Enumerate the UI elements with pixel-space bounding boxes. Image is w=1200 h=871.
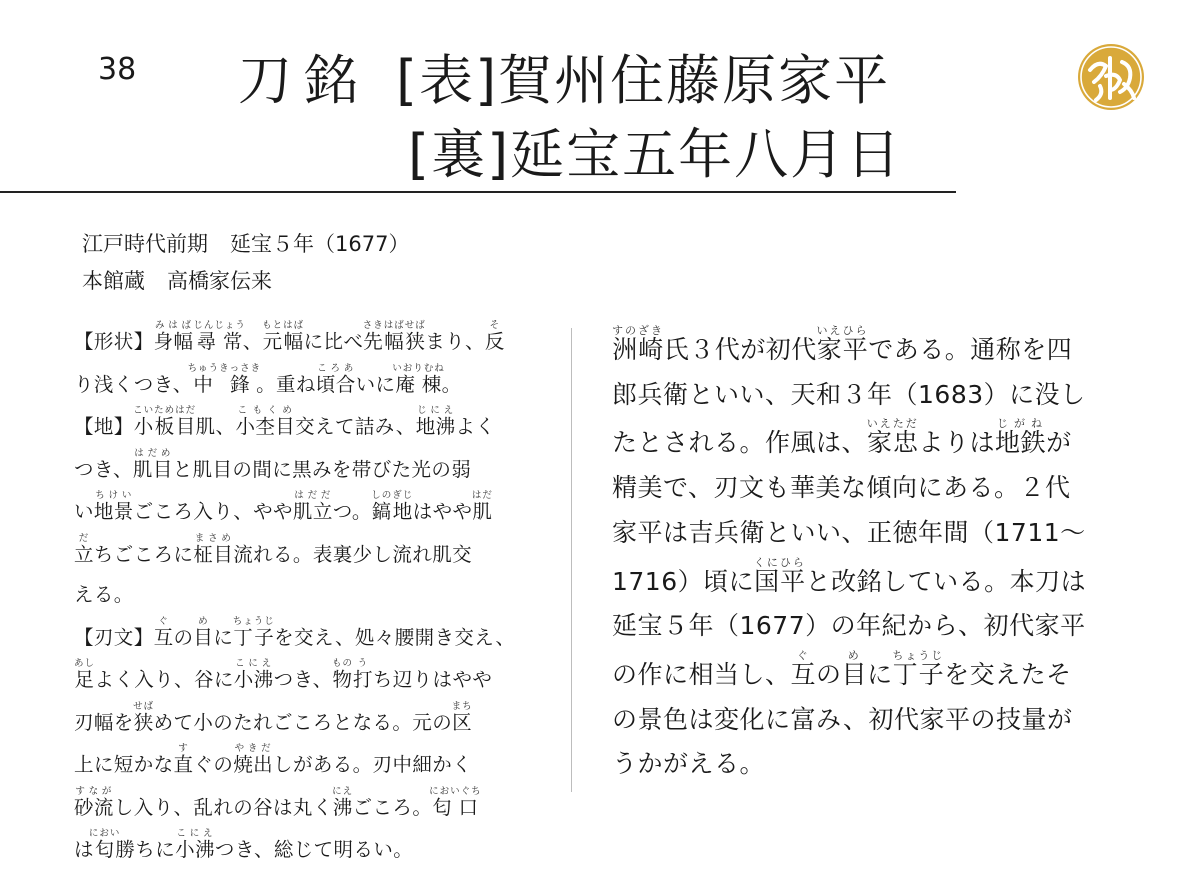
text-segment: 反 bbox=[484, 330, 505, 353]
ruby-annotated-term bbox=[74, 532, 94, 566]
text-segment: ちごころに bbox=[93, 542, 194, 566]
text-segment: 【刃文】 bbox=[74, 625, 154, 649]
text-segment: に bbox=[867, 659, 893, 689]
furigana-reading: さきはば bbox=[362, 320, 405, 331]
furigana-reading: きっさき bbox=[219, 362, 262, 374]
ruby-annotated-term bbox=[362, 320, 405, 353]
meta-collection: 本館蔵 bbox=[82, 269, 145, 293]
header-divider bbox=[0, 191, 956, 193]
text-segment: の bbox=[173, 625, 194, 649]
furigana-reading: あし bbox=[74, 658, 96, 669]
text-segment: り浅くつき、 bbox=[74, 372, 193, 396]
desc-line bbox=[74, 363, 552, 406]
ruby-annotated-term bbox=[315, 362, 356, 396]
desc-line bbox=[74, 828, 552, 871]
text-segment: 匂 bbox=[88, 838, 121, 861]
ruby-annotated-term bbox=[262, 320, 305, 353]
furigana-reading: しのぎじ bbox=[371, 490, 414, 501]
ruby-annotated-term bbox=[187, 362, 220, 396]
furigana-reading: こにえ bbox=[175, 828, 215, 839]
text-segment: 焼出 bbox=[233, 753, 274, 776]
text-segment: 物 bbox=[331, 668, 353, 691]
text-segment: つき、総じて明るい。 bbox=[214, 838, 414, 861]
ruby-annotated-term bbox=[132, 447, 173, 481]
furigana-reading: こにえ bbox=[233, 658, 274, 669]
text-segment: を交えたそ bbox=[944, 659, 1072, 689]
text-segment: 小沸 bbox=[175, 838, 215, 861]
ruby-annotated-term bbox=[88, 828, 121, 861]
furigana-reading: ぐ bbox=[790, 648, 817, 662]
furigana-reading: め bbox=[193, 615, 214, 627]
furigana-reading: め bbox=[841, 648, 868, 662]
text-segment: の bbox=[816, 659, 842, 689]
furigana-reading: う bbox=[352, 658, 373, 669]
furigana-reading: はだ bbox=[471, 490, 493, 501]
ruby-annotated-term bbox=[332, 785, 354, 819]
text-segment: 刃幅を bbox=[74, 710, 134, 734]
ruby-annotated-term bbox=[892, 648, 945, 689]
text-segment: 交えて詰み、 bbox=[295, 415, 416, 438]
text-segment: 丁子 bbox=[232, 625, 275, 649]
text-segment: 匂口 bbox=[429, 795, 482, 819]
text-segment: 頃合 bbox=[315, 372, 356, 396]
text-segment: の景色は変化に富み、初代家平の技量が bbox=[612, 704, 1073, 734]
text-segment: 地景 bbox=[93, 500, 134, 523]
text-segment: 目 bbox=[841, 659, 868, 689]
ruby-annotated-term bbox=[392, 362, 445, 396]
text-segment: はやや bbox=[412, 500, 473, 523]
text-segment: し入り、乱れの谷は丸く bbox=[113, 795, 333, 819]
ruby-annotated-term bbox=[74, 658, 96, 691]
furigana-reading: ちょうじ bbox=[232, 615, 275, 627]
meta-period: 江戸時代前期 bbox=[82, 232, 208, 256]
ruby-annotated-term bbox=[233, 743, 274, 776]
text-segment: 互 bbox=[790, 659, 817, 689]
text-segment: よく bbox=[455, 415, 496, 438]
furigana-reading: ぐ bbox=[153, 615, 174, 627]
text-segment: 家平は吉兵衛といい、正徳年間（1711～ bbox=[612, 517, 1086, 547]
ruby-annotated-term bbox=[415, 405, 456, 438]
text-segment: の作に相当し、 bbox=[612, 659, 791, 689]
text-segment: 互 bbox=[153, 625, 174, 649]
ruby-annotated-term bbox=[995, 417, 1047, 458]
text-segment: と改銘している。本刀は bbox=[805, 566, 1087, 596]
text-segment: に比べ bbox=[303, 330, 364, 353]
furigana-reading: はだだ bbox=[292, 490, 333, 501]
commentary-line bbox=[612, 698, 1132, 743]
furigana-reading: まさめ bbox=[193, 532, 234, 544]
furigana-reading: いおりむね bbox=[392, 362, 445, 374]
text-segment: 国平 bbox=[753, 566, 806, 596]
text-segment: 小杢目 bbox=[235, 415, 296, 438]
page-number: 38 bbox=[98, 52, 137, 87]
text-segment: 地沸 bbox=[415, 415, 456, 438]
text-segment: 肌 bbox=[471, 500, 493, 523]
furigana-reading: もの bbox=[331, 658, 353, 669]
ruby-annotated-term bbox=[93, 490, 134, 523]
commentary-line bbox=[612, 604, 1132, 649]
text-segment: よく入り、谷に bbox=[94, 668, 234, 691]
furigana-reading: くにひら bbox=[753, 555, 806, 569]
text-segment: 精美で、刃文も華美な傾向にある。２代 bbox=[612, 473, 1071, 503]
commentary-line bbox=[612, 373, 1132, 418]
text-segment: 肌、 bbox=[195, 415, 236, 438]
text-segment: 【地】 bbox=[74, 415, 134, 438]
ruby-annotated-term bbox=[292, 490, 333, 523]
text-segment: 上に短かな bbox=[74, 753, 174, 776]
ruby-annotated-term bbox=[193, 532, 234, 566]
desc-line bbox=[74, 320, 552, 363]
text-segment: つ。 bbox=[332, 500, 372, 523]
title-line-omote bbox=[238, 38, 890, 115]
furigana-reading: せば bbox=[404, 320, 426, 331]
text-segment: 地鉄 bbox=[995, 428, 1047, 458]
title-label-mei: 銘 bbox=[304, 49, 360, 112]
furigana-reading: ちゅう bbox=[187, 362, 220, 374]
text-segment: ぐの bbox=[193, 753, 234, 776]
ruby-annotated-term bbox=[404, 320, 426, 353]
ruby-annotated-term bbox=[352, 658, 373, 691]
text-segment: 直 bbox=[173, 753, 194, 776]
commentary-line bbox=[612, 511, 1132, 556]
text-segment: 中 bbox=[187, 372, 220, 396]
desc-line bbox=[74, 490, 552, 533]
ruby-annotated-term bbox=[451, 700, 473, 734]
text-segment: よりは bbox=[918, 428, 996, 458]
furigana-reading: ちけい bbox=[93, 490, 134, 501]
text-segment: 打 bbox=[352, 668, 373, 691]
commentary-line bbox=[612, 466, 1132, 511]
text-segment: 。 bbox=[441, 372, 462, 396]
commentary-line bbox=[612, 742, 1132, 787]
furigana-reading: こいためはだ bbox=[133, 405, 197, 416]
text-segment: しがある。刃中細かく bbox=[273, 753, 473, 776]
text-segment: つき、 bbox=[74, 457, 133, 481]
text-segment: と肌目の間に黒みを帯びた光の弱 bbox=[172, 457, 472, 481]
ruby-annotated-term bbox=[790, 648, 817, 689]
furigana-reading: におい bbox=[88, 828, 121, 839]
ruby-annotated-term bbox=[866, 417, 919, 458]
desc-line bbox=[74, 533, 552, 576]
ruby-annotated-term bbox=[331, 658, 353, 691]
text-segment: 流れる。表裏少し流れ肌交 bbox=[233, 542, 473, 566]
text-segment: 尋常 bbox=[193, 330, 246, 353]
text-segment: 鋒 bbox=[219, 372, 262, 396]
ruby-annotated-term bbox=[193, 615, 214, 649]
text-segment: 区 bbox=[451, 710, 473, 734]
text-segment: 庵棟 bbox=[392, 372, 445, 396]
text-segment: 立 bbox=[74, 542, 94, 566]
meta-date: 延宝５年（1677） bbox=[230, 232, 410, 256]
ruby-annotated-term bbox=[153, 320, 194, 353]
commentary-line bbox=[612, 324, 1132, 373]
text-segment: 家平 bbox=[816, 335, 869, 364]
ruby-annotated-term bbox=[429, 785, 482, 819]
furigana-reading: ころあ bbox=[315, 362, 356, 374]
ruby-annotated-term bbox=[816, 324, 869, 364]
text-segment: 柾目 bbox=[193, 542, 234, 566]
text-segment: いに bbox=[355, 372, 396, 396]
furigana-reading: においぐち bbox=[429, 785, 482, 797]
ruby-annotated-term bbox=[175, 828, 215, 861]
description-column bbox=[74, 320, 552, 871]
text-segment: 鎬地 bbox=[371, 500, 414, 523]
text-segment: 砂流 bbox=[74, 795, 114, 819]
furigana-reading: みはば bbox=[153, 320, 194, 331]
furigana-reading: こもくめ bbox=[235, 405, 296, 416]
text-segment: 先幅 bbox=[362, 330, 405, 353]
desc-line bbox=[74, 405, 552, 448]
desc-line bbox=[74, 743, 552, 786]
ruby-annotated-term bbox=[133, 405, 197, 438]
ruby-annotated-term bbox=[133, 700, 155, 734]
desc-line bbox=[74, 448, 552, 491]
text-segment: が bbox=[1046, 428, 1072, 458]
furigana-reading: まち bbox=[451, 700, 473, 712]
furigana-reading: ちょうじ bbox=[892, 648, 945, 662]
furigana-reading: すのざき bbox=[612, 324, 664, 337]
title-label-katana: 刀 bbox=[238, 49, 294, 112]
text-segment: は bbox=[74, 838, 94, 861]
commentary-line bbox=[612, 556, 1132, 605]
furigana-reading: せば bbox=[133, 700, 155, 712]
furigana-reading: じんじょう bbox=[193, 320, 246, 331]
text-segment: たとされる。作風は、 bbox=[612, 428, 868, 458]
text-segment: 肌目 bbox=[132, 457, 173, 481]
text-segment: うかがえる。 bbox=[612, 749, 766, 779]
ruby-annotated-term bbox=[841, 648, 868, 689]
commentary-line bbox=[612, 417, 1132, 466]
ruby-annotated-term bbox=[232, 615, 275, 649]
furigana-reading: じにえ bbox=[415, 405, 456, 416]
text-segment: ごころ入り、やや bbox=[133, 500, 293, 523]
commentary-column bbox=[612, 324, 1132, 787]
desc-line bbox=[74, 701, 552, 744]
text-segment: 小板目 bbox=[133, 415, 197, 438]
commentary-line bbox=[612, 649, 1132, 698]
inscription-omote: [表]賀州住藤原家平 bbox=[396, 49, 891, 112]
text-segment: 延宝５年（1677）の年紀から、初代家平 bbox=[612, 611, 1086, 641]
text-segment: 小沸 bbox=[233, 668, 274, 691]
ruby-annotated-term bbox=[371, 490, 414, 523]
ruby-annotated-term bbox=[612, 324, 664, 364]
text-segment: ごころ。 bbox=[352, 795, 433, 819]
ruby-annotated-term bbox=[753, 555, 806, 596]
text-segment: である。通称を四 bbox=[868, 335, 1073, 364]
meta-line-1 bbox=[82, 226, 409, 263]
desc-line bbox=[74, 786, 552, 829]
meta-line-2 bbox=[82, 263, 409, 300]
text-segment: 1716）頃に bbox=[612, 566, 755, 596]
furigana-reading: じがね bbox=[995, 417, 1047, 431]
text-segment: ち辺りはやや bbox=[372, 668, 493, 691]
text-segment: 、 bbox=[242, 330, 263, 353]
text-segment: 足 bbox=[74, 668, 95, 691]
desc-line bbox=[74, 658, 552, 701]
furigana-reading: やきだ bbox=[233, 743, 274, 754]
text-segment: 狭 bbox=[404, 330, 426, 353]
text-segment: 目 bbox=[193, 625, 214, 649]
ruby-annotated-term bbox=[484, 320, 505, 353]
text-segment: を交え、処々腰開き交え、 bbox=[274, 625, 516, 649]
furigana-reading: もとはば bbox=[262, 320, 305, 331]
text-segment: い bbox=[74, 500, 94, 523]
text-segment: 【形状】 bbox=[74, 330, 154, 353]
text-segment: 肌立 bbox=[292, 500, 333, 523]
text-segment: 家忠 bbox=[866, 428, 919, 458]
furigana-reading: す bbox=[173, 743, 194, 754]
furigana-reading: いえひら bbox=[816, 324, 869, 337]
museum-emblem-icon bbox=[1076, 42, 1146, 112]
text-segment: 。重ね bbox=[256, 372, 316, 396]
ruby-annotated-term bbox=[193, 320, 246, 353]
text-segment: 沸 bbox=[332, 795, 354, 819]
text-segment: 洲崎 bbox=[612, 335, 664, 364]
ruby-annotated-term bbox=[235, 405, 296, 438]
furigana-reading: そ bbox=[484, 320, 505, 331]
text-segment: に bbox=[213, 625, 234, 649]
desc-line bbox=[74, 575, 552, 616]
ruby-annotated-term bbox=[173, 743, 194, 776]
furigana-reading: だ bbox=[74, 532, 94, 544]
desc-line bbox=[74, 616, 552, 659]
ruby-annotated-term bbox=[471, 490, 493, 523]
text-segment: つき、 bbox=[273, 668, 333, 691]
text-segment: 丁子 bbox=[892, 659, 945, 689]
meta-provenance: 高橋家伝来 bbox=[167, 269, 272, 293]
furigana-reading: はだめ bbox=[132, 447, 173, 459]
meta-block bbox=[82, 226, 409, 300]
furigana-reading: にえ bbox=[332, 785, 354, 797]
text-segment: 狭 bbox=[133, 710, 155, 734]
furigana-reading: すなが bbox=[74, 785, 114, 797]
furigana-reading: いえただ bbox=[866, 417, 919, 431]
ruby-annotated-term bbox=[233, 658, 274, 691]
ruby-annotated-term bbox=[219, 362, 262, 396]
text-segment: 勝ちに bbox=[115, 838, 176, 861]
text-segment: まり、 bbox=[425, 330, 485, 353]
text-segment: 氏３代が初代 bbox=[663, 335, 817, 364]
ruby-annotated-term bbox=[153, 615, 174, 649]
text-segment: 郎兵衛といい、天和３年（1683）に没し bbox=[612, 379, 1086, 409]
text-segment: 身幅 bbox=[153, 330, 194, 353]
text-segment: える。 bbox=[74, 583, 134, 606]
column-divider bbox=[571, 328, 572, 792]
inscription-ura: [裏]延宝五年八月日 bbox=[408, 123, 903, 186]
ruby-annotated-term bbox=[74, 785, 114, 819]
text-segment: 元幅 bbox=[262, 330, 305, 353]
text-segment: めて小のたれごころとなる。元の bbox=[153, 710, 453, 734]
